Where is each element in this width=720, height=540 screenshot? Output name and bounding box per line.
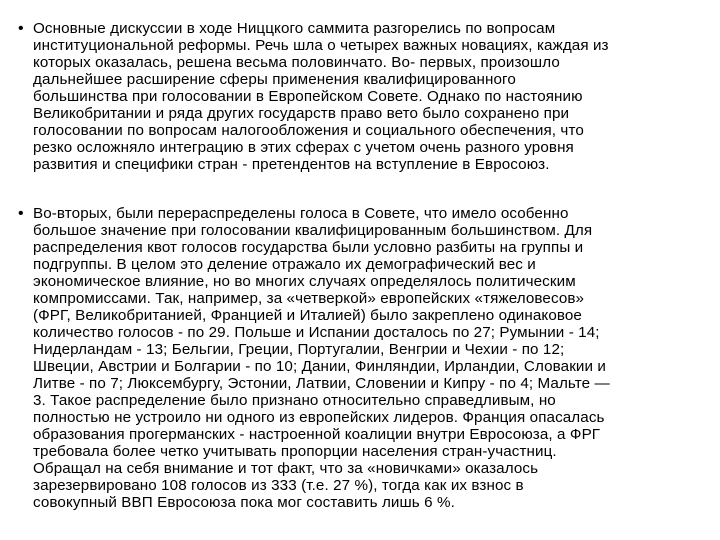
bullet-marker: • — [18, 205, 24, 222]
bullet-marker: • — [18, 20, 24, 37]
bullet-text-1: Основные дискуссии в ходе Ниццкого саммита разгорелись по вопросам институциональной реформы. Речь шла о четырех важных новациях, каждая из которых оказалась, решена весьма половинчато. Во- первых, произошло дальнейшее расширение сферы применения квалифицированного большинства при голосовании в Европейском Совете. Однако по настоянию Великобритании и ряда других государств право вето было сохранено при голосовании по вопросам налогообложения и социального обеспечения, что резко осложняло интеграцию в этих сферах с учетом очень разного уровня развития и специфики стран - претендентов на вступление в Евросоюз. — [33, 20, 609, 173]
bullet-text-2: Во-вторых, были перераспределены голоса в Совете, что имело особенно большое значение при голосовании квалифицированным большинством. Для распределения квот голосов государства были условно разбиты на группы и подгруппы. В целом это деление отражало их демографический вес и экономическое влияние, но во многих случаях определялось политическим компромиссами. Так, например, за «четверкой» европейских «тяжеловесов» (ФРГ, Великобританией, Францией и Италией) было закреплено одинаковое количество голосов - по 29. Польше и Испании досталось по 27; Румынии - 14; Нидерландам - 13; Бельгии, Греции, Португалии, Венгрии и Чехии - по 12; Швеции, Австрии и Болгарии - по 10; Дании, Финляндии, Ирландии, Словакии и Литве - по 7; Люксембургу, Эстонии, Латвии, Словении и Кипру - по 4; Мальте — 3. Такое распределение было признано относительно справедливым, но полностью не устроило ни одного из европейских лидеров. Франция опасалась образования прогерманских - настроенной коалиции внутри Евросоюза, а ФРГ требовала более четко учитывать пропорции населения стран-участниц. Обращал на себя внимание и тот факт, что за «новичками» оказалось зарезервировано 108 голосов из 333 (т.е. 27 %), тогда как их взнос в совокупный ВВП Евросоюза пока мог составить лишь 6 %. — [33, 205, 610, 511]
